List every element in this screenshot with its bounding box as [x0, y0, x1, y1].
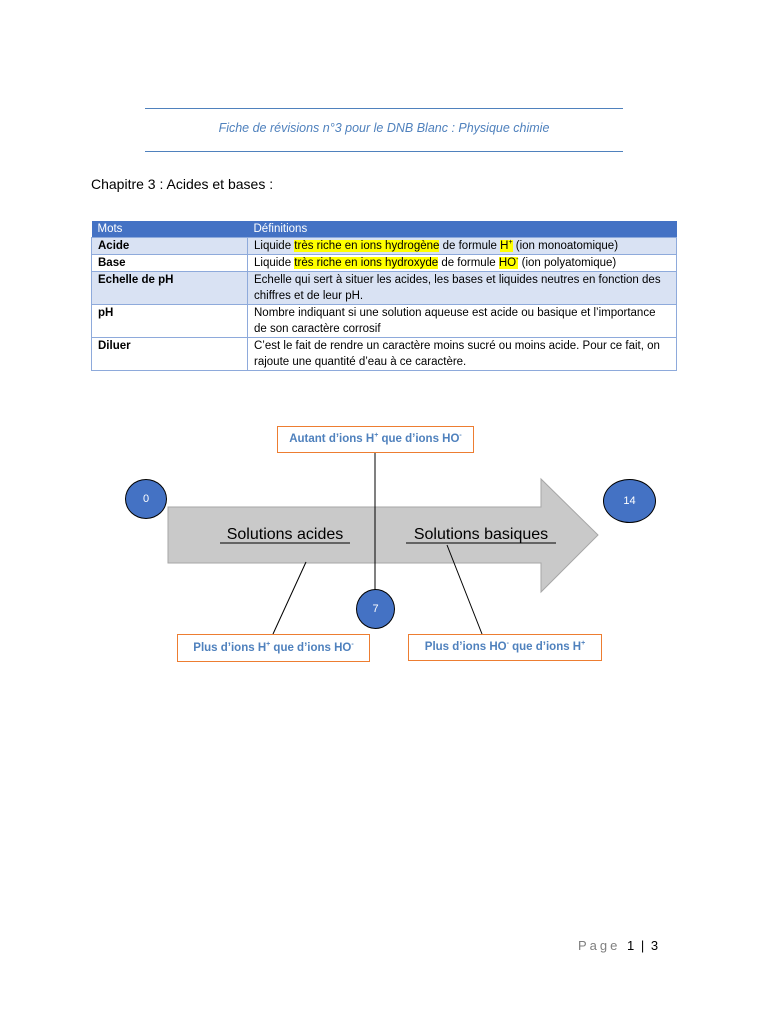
word-cell: Echelle de pH	[92, 272, 248, 305]
page-total: 3	[650, 938, 659, 953]
definition-text: Liquide	[254, 257, 295, 269]
word-cell: Diluer	[92, 338, 248, 371]
ph-min-value: 0	[142, 493, 150, 505]
definition-text: (ion monoatomique)	[512, 240, 619, 252]
highlighted-text: très riche en ions hydrogène	[294, 240, 440, 252]
column-header-words: Mots	[92, 221, 248, 238]
definition-text: (ion polyatomique)	[518, 257, 617, 269]
ph-neutral-circle	[356, 589, 395, 629]
definition-text: Liquide	[254, 240, 295, 252]
column-header-definitions: Définitions	[248, 221, 677, 238]
box-charge: +	[581, 640, 586, 648]
definition-cell: C’est le fait de rendre un caractère moins sucré ou moins acide. Pour ce fait, on rajoute une quantité d’eau à ce caractère.	[248, 338, 677, 371]
box-charge: +	[266, 641, 271, 649]
acid-solutions-label: Solutions acides	[226, 526, 344, 543]
formula-text: HO	[498, 257, 517, 269]
box-text: Plus d’ions H	[193, 642, 267, 654]
box-charge: +	[374, 432, 379, 440]
formula-text: H	[500, 240, 509, 252]
neutral-ions-box	[277, 426, 474, 453]
ph-max-value: 14	[623, 495, 636, 507]
box-text: que d’ions HO	[270, 642, 352, 654]
chapter-heading: Chapitre 3 : Acides et bases :	[91, 176, 274, 192]
ph-max-circle	[603, 479, 656, 523]
box-text: que d’ions HO	[378, 433, 460, 445]
ph-min-circle	[125, 479, 167, 519]
word-cell: pH	[92, 305, 248, 338]
definition-text: de formule	[439, 240, 501, 252]
ph-neutral-value: 7	[372, 603, 379, 615]
page-separator: |	[640, 938, 645, 953]
box-charge: -	[351, 641, 354, 649]
basic-ions-box	[408, 634, 602, 661]
definition-cell: Echelle qui sert à situer les acides, les bases et liquides neutres en fonction des chiffres et de leur pH.	[248, 272, 677, 305]
formula-charge: -	[516, 256, 519, 264]
word-cell: Base	[92, 255, 248, 272]
basic-solutions-label: Solutions basiques	[413, 526, 549, 543]
formula-charge: +	[508, 239, 513, 247]
page-footer	[578, 938, 658, 953]
box-text: Plus d’ions HO	[424, 641, 507, 653]
box-charge: -	[506, 640, 509, 648]
acid-connector	[273, 562, 306, 634]
definition-text: de formule	[438, 257, 499, 269]
page-word: Page	[578, 938, 621, 953]
box-text: que d’ions H	[508, 641, 582, 653]
word-cell: Acide	[92, 238, 248, 255]
page-title: Fiche de révisions n°3 pour le DNB Blanc : Physique chimie	[218, 121, 550, 135]
acid-ions-box	[177, 634, 370, 662]
definition-cell: Nombre indiquant si une solution aqueuse est acide ou basique et l’importance de son caractère corrosif	[248, 305, 677, 338]
box-charge: -	[459, 432, 462, 440]
box-text: Autant d’ions H	[289, 433, 375, 445]
page-number: 1	[627, 938, 635, 953]
highlighted-text: très riche en ions hydroxyde	[294, 257, 439, 269]
